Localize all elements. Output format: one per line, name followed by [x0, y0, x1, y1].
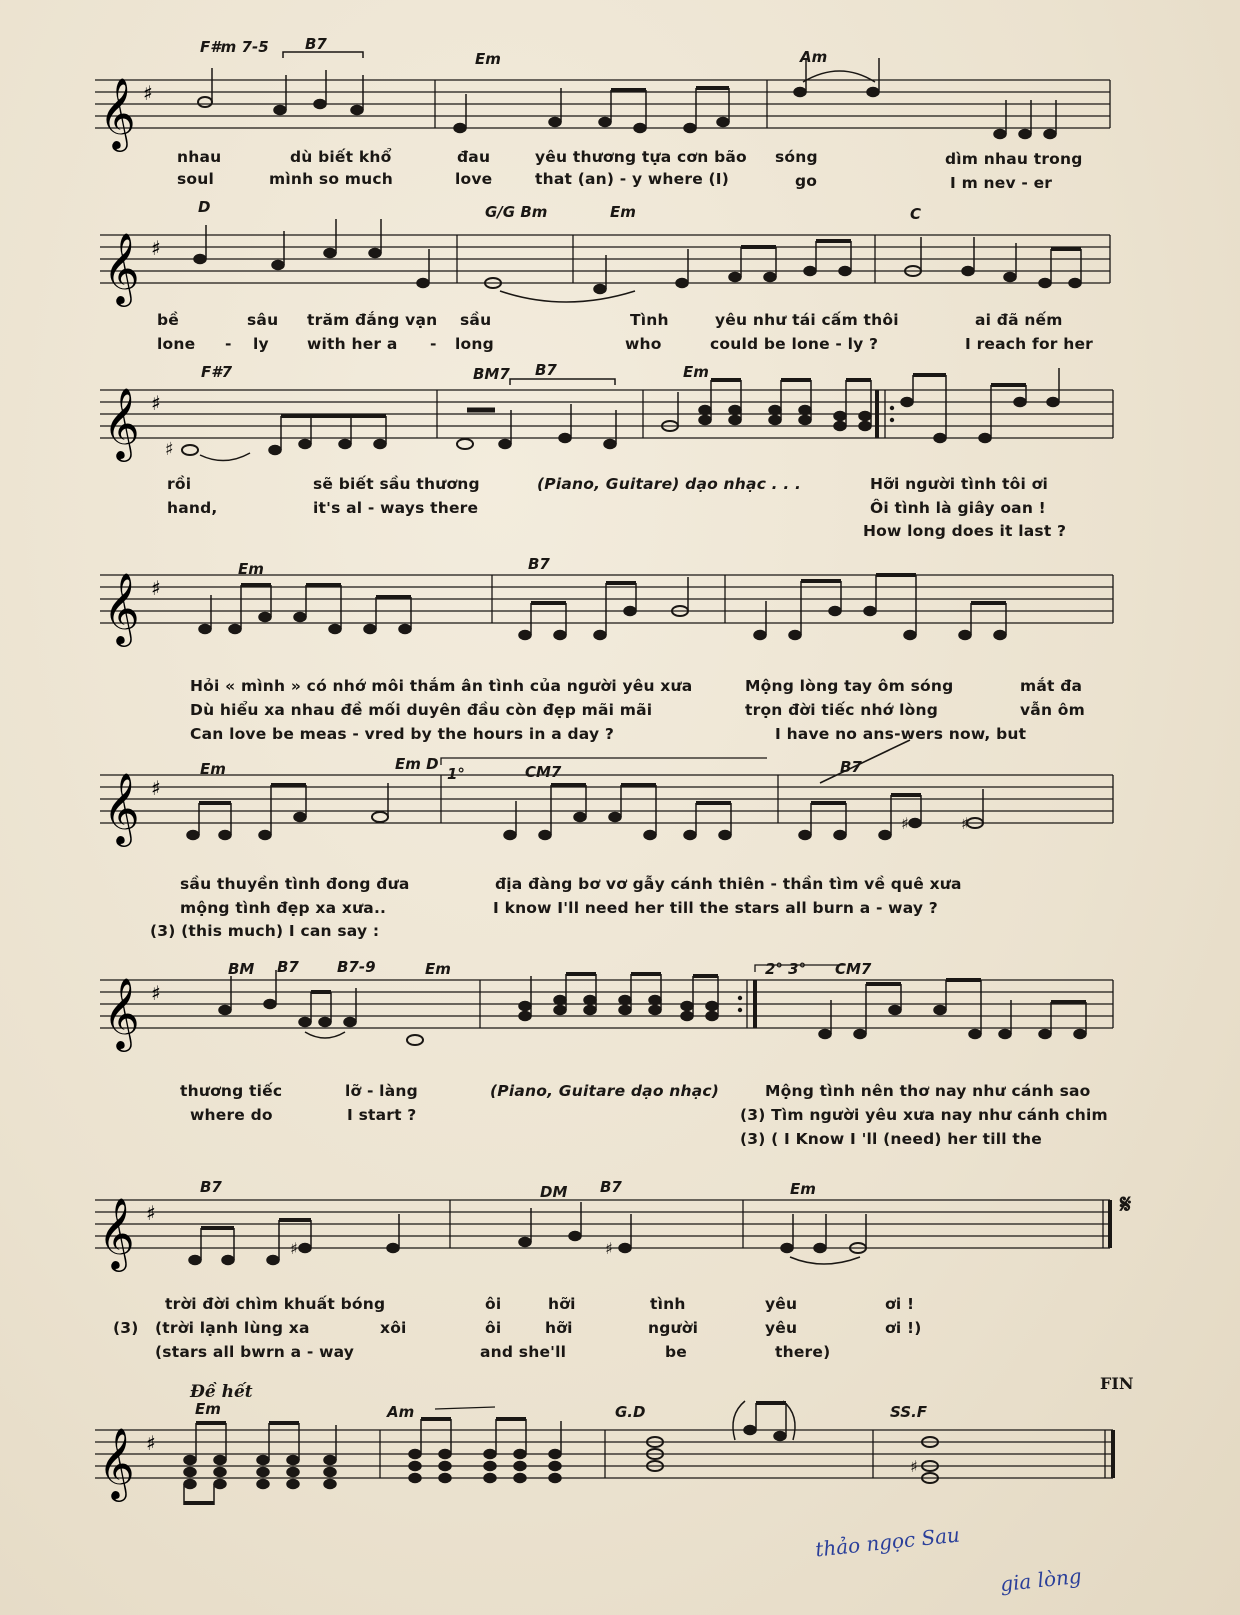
lyric-en: there): [775, 1343, 831, 1361]
lyric-vi: yêu thương tựa cơn bão: [535, 148, 747, 166]
lyric-en: lone: [157, 335, 196, 353]
lyric-en: that (an) - y where (I): [535, 170, 730, 188]
lyric-vi: nhau: [177, 148, 222, 166]
lyric-en: mình so much: [269, 170, 394, 188]
chord-label: B7: [600, 1178, 622, 1196]
lyric-en: could be lone - ly ?: [710, 335, 879, 353]
chord-label: Em: [790, 1180, 816, 1198]
lyric-en: I start ?: [347, 1106, 417, 1124]
svg-text:♯: ♯: [151, 981, 161, 1005]
lyric-en: -: [430, 335, 437, 353]
chord-label: B7-9: [337, 958, 376, 976]
chord-label: SS.F: [890, 1403, 928, 1421]
lyric-vi: Hỏi « mình » có nhớ môi thắm ân tình của người yêu xưa: [190, 677, 693, 695]
lyric-vi: dù biết khổ: [290, 148, 392, 166]
lyric-en: I know I'll need her till the stars all burn a - way ?: [493, 899, 938, 917]
chord-label: Em: [425, 960, 451, 978]
staff-3: [95, 355, 1145, 475]
ending-label: Đề hết: [190, 1382, 253, 1402]
lyric-vi: trăm đắng vạn: [307, 311, 438, 329]
lyric-en: Can love be meas - vred by the hours in a day ?: [190, 725, 615, 743]
lyric-vi: Tình: [630, 311, 669, 329]
lyric-vi: sóng: [775, 148, 818, 166]
lyric-vi: ôi: [485, 1319, 502, 1337]
chord-label: F#m 7-5: [200, 38, 269, 56]
lyric-vi: tình: [650, 1295, 686, 1313]
lyric-en: it's al - ways there: [313, 499, 479, 517]
svg-text:♯: ♯: [151, 391, 161, 415]
lyric-vi: Mộng lòng tay ôm sóng: [745, 677, 954, 695]
lyric-vi: (Piano, Guitare) dạo nhạc . . .: [537, 475, 802, 493]
chord-label: BM: [228, 960, 255, 978]
lyric-en: long: [455, 335, 494, 353]
lyric-en: soul: [177, 170, 215, 188]
lyric-vi: yêu như tái cấm thôi: [715, 311, 899, 329]
lyric-vi: lỡ - làng: [345, 1082, 418, 1100]
lyric-en: (3) ( I Know I 'll (need) her till the: [740, 1130, 1042, 1148]
svg-text:♯: ♯: [901, 814, 909, 833]
chord-label: 2° 3°: [765, 960, 807, 978]
chord-label: Em: [195, 1400, 221, 1418]
chord-label: Em: [683, 363, 709, 381]
chord-label: Em: [610, 203, 636, 221]
svg-text:𝄞: 𝄞: [99, 76, 136, 149]
lyric-vi: sẽ biết sầu thương: [313, 475, 480, 493]
lyric-vi: mộng tình đẹp xa xưa..: [180, 899, 387, 917]
lyric-en: How long does it last ?: [863, 522, 1067, 540]
svg-text:𝄞: 𝄞: [103, 976, 140, 1049]
svg-text:𝄞: 𝄞: [103, 771, 140, 844]
lyric-vi: bề: [157, 311, 180, 329]
chord-label: B7: [535, 361, 557, 379]
lyric-vi: Ôi tình là giây oan !: [870, 499, 1046, 517]
lyric-vi: (Piano, Guitare dạo nhạc): [490, 1082, 720, 1100]
lyric-vi: trời đời chìm khuất bóng: [165, 1295, 386, 1313]
chord-label: DM: [540, 1183, 568, 1201]
lyric-vi: (3) Tìm người yêu xưa nay như cánh chim: [740, 1106, 1108, 1124]
lyric-en: I m nev - er: [950, 174, 1053, 192]
lyric-vi: thương tiếc: [180, 1082, 283, 1100]
lyric-vi: ơi !): [885, 1319, 922, 1337]
lyric-vi: xôi: [380, 1319, 407, 1337]
lyric-vi: vẫn ôm: [1020, 701, 1085, 719]
svg-text:𝄞: 𝄞: [103, 231, 140, 304]
chord-label: CM7: [525, 763, 562, 781]
lyric-vi: sầu: [460, 311, 492, 329]
svg-text:♯: ♯: [143, 81, 153, 105]
staff-5: [95, 755, 1145, 865]
svg-text:♯: ♯: [151, 576, 161, 600]
chord-label: Em: [200, 760, 226, 778]
lyric-en: be: [665, 1343, 688, 1361]
lyric-vi: hỡi: [545, 1319, 573, 1337]
svg-text:♯: ♯: [151, 776, 161, 800]
lyric-vi: người: [648, 1319, 699, 1337]
svg-text:♯: ♯: [961, 814, 969, 833]
svg-text:♯: ♯: [146, 1201, 156, 1225]
chord-label: B7: [200, 1178, 222, 1196]
lyric-en: who: [625, 335, 662, 353]
lyric-vi: sầu thuyền tình đong đưa: [180, 875, 410, 893]
lyric-en: I have no ans-wers now, but: [775, 725, 1027, 743]
svg-text:𝄞: 𝄞: [103, 386, 140, 459]
chord-label: Em: [475, 50, 501, 68]
lyric-vi: trọn đời tiếc nhớ lòng: [745, 701, 939, 719]
chord-label: Am: [800, 48, 828, 66]
chord-label: Em D: [395, 755, 439, 773]
svg-text:𝄞: 𝄞: [98, 1196, 135, 1269]
lyric-en: where do: [190, 1106, 273, 1124]
lyric-en: (3) (this much) I can say :: [150, 922, 380, 940]
chord-label: F#7: [201, 363, 233, 381]
lyric-vi: rồi: [167, 475, 192, 493]
lyric-vi: dìm nhau trong: [945, 150, 1083, 168]
chord-label: D: [198, 198, 211, 216]
lyric-vi: Dù hiểu xa nhau đề mối duyên đầu còn đẹp mãi mãi: [190, 701, 653, 719]
chord-label: C: [910, 205, 922, 223]
chord-label: 1°: [447, 765, 465, 783]
lyric-vi: (trời lạnh lùng xa: [155, 1319, 310, 1337]
lyric-en: with her a: [307, 335, 398, 353]
lyric-vi: đau: [457, 148, 491, 166]
lyric-en: ly: [253, 335, 269, 353]
handwritten-signature: gia lòng: [998, 1563, 1083, 1597]
chord-label: G/G Bm: [485, 203, 548, 221]
fin-label: FIN: [1100, 1374, 1134, 1393]
svg-text:𝄞: 𝄞: [103, 571, 140, 644]
lyric-en: hand,: [167, 499, 218, 517]
lyric-vi: địa đàng bơ vơ gẫy cánh thiên - thần tìm về quê xưa: [495, 875, 962, 893]
lyric-en: (stars all bwrn a - way: [155, 1343, 355, 1361]
lyric-vi: ôi: [485, 1295, 502, 1313]
lyric-en: I reach for her: [965, 335, 1094, 353]
lyric-vi: Hỡi người tình tôi ơi: [870, 475, 1048, 493]
lyric-vi: hỡi: [548, 1295, 576, 1313]
lyric-vi: yêu: [765, 1319, 798, 1337]
chord-label: B7: [277, 958, 299, 976]
svg-text:♯: ♯: [151, 236, 161, 260]
svg-text:♯: ♯: [910, 1457, 918, 1476]
svg-text:♯: ♯: [146, 1431, 156, 1455]
chord-label: Am: [387, 1403, 415, 1421]
chord-label: G.D: [615, 1403, 646, 1421]
lyric-vi: ai đã nếm: [975, 311, 1063, 329]
lyric-vi: (3): [113, 1319, 139, 1337]
lyric-vi: sâu: [247, 311, 279, 329]
lyric-vi: yêu: [765, 1295, 798, 1313]
svg-text:♯: ♯: [605, 1239, 613, 1258]
svg-text:♯: ♯: [165, 439, 174, 460]
segno-mark: 𝄋: [1120, 1190, 1132, 1220]
lyric-vi: mắt đa: [1020, 677, 1083, 695]
lyric-en: and she'll: [480, 1343, 567, 1361]
chord-label: Em: [238, 560, 264, 578]
svg-text:♯: ♯: [290, 1239, 298, 1258]
chord-label: B7: [528, 555, 550, 573]
svg-text:𝄞: 𝄞: [98, 1426, 135, 1499]
chord-label: BM7: [473, 365, 510, 383]
lyric-vi: ơi !: [885, 1295, 915, 1313]
lyric-en: -: [225, 335, 232, 353]
chord-label: CM7: [835, 960, 872, 978]
chord-label: B7: [305, 35, 327, 53]
lyric-en: love: [455, 170, 493, 188]
handwritten-signature: thảo ngọc Sau: [814, 1522, 961, 1562]
chord-label: B7: [840, 758, 862, 776]
lyric-vi: Mộng tình nên thơ nay như cánh sao: [765, 1082, 1091, 1100]
lyric-en: go: [795, 172, 818, 190]
